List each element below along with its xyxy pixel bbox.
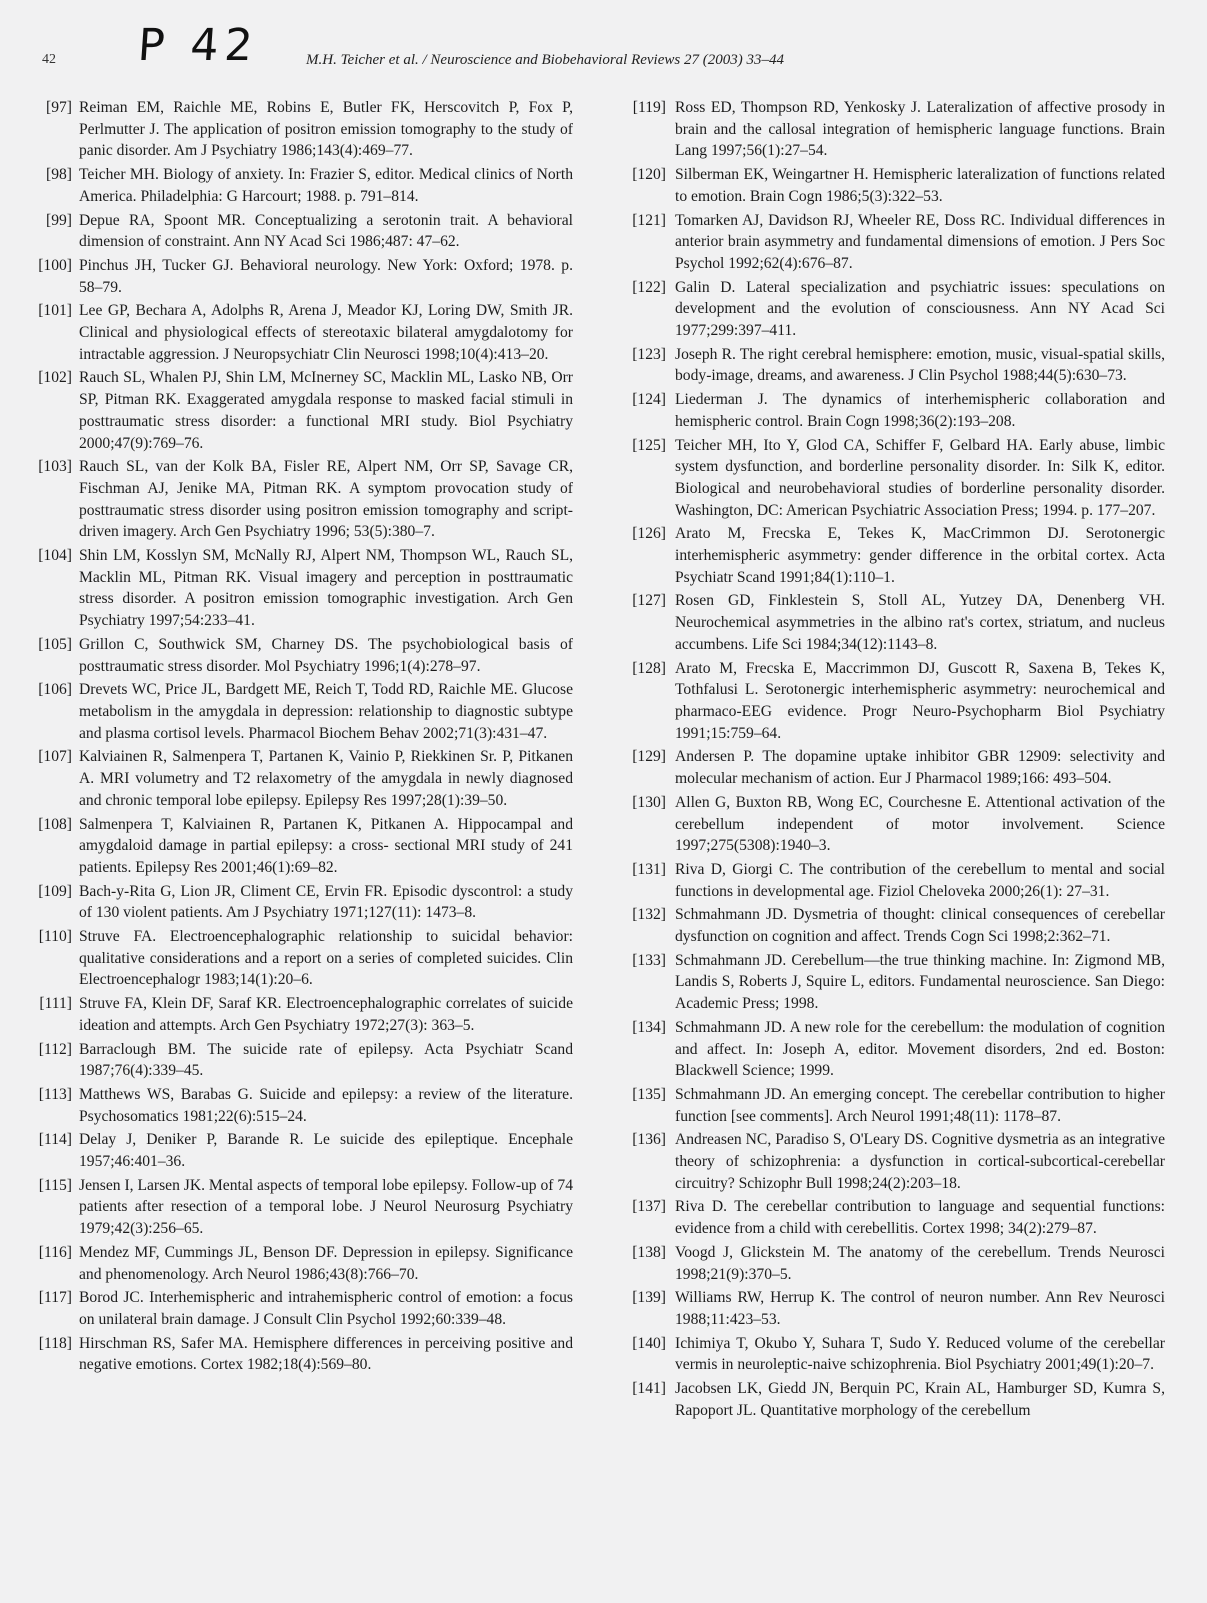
reference-entry	[623, 389, 1165, 432]
reference-entry	[623, 1287, 1165, 1330]
reference-entry	[623, 210, 1165, 275]
reference-number: [128]	[632, 659, 666, 677]
reference-number: [135]	[632, 1085, 666, 1103]
reference-entry	[29, 679, 573, 744]
page-number: 42	[42, 52, 56, 67]
reference-number: [119]	[632, 99, 666, 116]
reference-number: [125]	[632, 436, 666, 454]
reference-text: Liederman J. The dynamics of interhemispheric collaboration and hemispheric control. Brain Cogn 1998;36(2):193–208.	[675, 391, 1165, 430]
reference-number: [129]	[632, 748, 666, 766]
reference-text: Andersen P. The dopamine uptake inhibitor GBR 12909: selectivity and molecular mechanism of action. Eur J Pharmacol 1989;166: 493–504.	[675, 748, 1165, 788]
reference-text: Salmenpera T, Kalviainen R, Partanen K, Pitkanen A. Hippocampal and amygdaloid damage in partial epilepsy: a cross- sectional MRI study of 241 patients. Epilepsy Res 2001;46(1):69–82.	[79, 815, 573, 876]
reference-number: [132]	[632, 906, 666, 924]
references-left-column	[29, 97, 573, 1378]
reference-text: Arato M, Frecska E, Tekes K, MacCrimmon DJ. Serotonergic interhemispheric asymmetry: gender difference in the orbital cortex. Acta Psychiatr Scand 1991;84(1):110–1.	[675, 525, 1165, 586]
reference-entry	[29, 1287, 573, 1330]
reference-entry	[29, 1242, 573, 1285]
reference-entry	[29, 367, 573, 454]
reference-text: Galin D. Lateral specialization and psychiatric issues: speculations on development and the evolution of consciousness. Ann NY Acad Sci 1977;299:397–411.	[675, 278, 1165, 340]
reference-entry	[623, 344, 1165, 387]
reference-entry	[29, 1084, 573, 1127]
reference-entry	[29, 746, 573, 811]
reference-entry	[623, 1378, 1165, 1421]
reference-text: Tomarken AJ, Davidson RJ, Wheeler RE, Doss RC. Individual differences in anterior brain asymmetry and fundamental dimensions of emotion. J Pers Soc Psychol 1992;62(4):676–87.	[675, 211, 1165, 272]
reference-number: [114]	[38, 1131, 72, 1149]
reference-number: [118]	[38, 1334, 72, 1352]
reference-number: [138]	[632, 1243, 666, 1261]
reference-text: Rosen GD, Finklestein S, Stoll AL, Yutzey DA, Denenberg VH. Neurochemical asymmetries in the albino rat's cortex, striatum, and nucleus accumbens. Life Sci 1984;34(12):1143–8.	[675, 592, 1165, 653]
reference-entry	[623, 523, 1165, 588]
reference-text: Andreasen NC, Paradiso S, O'Leary DS. Cognitive dysmetria as an integrative theory of schizophrenia: a dysfunction in cortical-subcortical-cerebellar circuitry? Schizophr Bull 1998;24(2):203–18.	[675, 1131, 1165, 1192]
reference-number: [127]	[632, 592, 666, 610]
reference-number: [100]	[38, 256, 72, 274]
reference-number: [107]	[38, 748, 72, 766]
reference-entry	[29, 926, 573, 991]
reference-text: Ichimiya T, Okubo Y, Suhara T, Sudo Y. Reduced volume of the cerebellar vermis in neuroleptic-naive schizophrenia. Biol Psychiatry 2001;49(1):20–7.	[675, 1334, 1165, 1374]
reference-text: Silberman EK, Weingartner H. Hemispheric lateralization of functions related to emotion. Brain Cogn 1986;5(3):322–53.	[675, 166, 1165, 205]
reference-entry	[29, 300, 573, 365]
reference-entry	[623, 1084, 1165, 1127]
reference-text: Jacobsen LK, Giedd JN, Berquin PC, Krain AL, Hamburger SD, Kumra S, Rapoport JL. Quantitative morphology of the cerebellum	[675, 1380, 1165, 1419]
reference-entry	[623, 1196, 1165, 1239]
reference-entry	[29, 1039, 573, 1082]
reference-number: [109]	[38, 882, 72, 900]
reference-entry	[623, 1017, 1165, 1082]
reference-text: Rauch SL, van der Kolk BA, Fisler RE, Alpert NM, Orr SP, Savage CR, Fischman AJ, Jenike MA, Pitman RK. A symptom provocation study of posttraumatic stress disorder using positron emission tomography and script-driven imagery. Arch Gen Psychiatry 1996; 53(5):380–7.	[79, 458, 573, 541]
page-header	[0, 0, 1207, 90]
reference-text: Drevets WC, Price JL, Bardgett ME, Reich T, Todd RD, Raichle ME. Glucose metabolism in the amygdala in depression: relationship to diagnostic subtype and plasma cortisol levels. Pharmacol Biochem Behav 2002;71(3):431–47.	[79, 681, 573, 742]
reference-text: Grillon C, Southwick SM, Charney DS. The psychobiological basis of posttraumatic stress disorder. Mol Psychiatry 1996;1(4):278–97.	[79, 635, 573, 675]
reference-entry	[29, 97, 573, 162]
reference-number: [115]	[38, 1176, 72, 1194]
reference-entry	[29, 255, 573, 298]
reference-text: Ross ED, Thompson RD, Yenkosky J. Lateralization of affective prosody in brain and the callosal integration of hemispheric language functions. Brain Lang 1997;56(1):27–54.	[675, 99, 1165, 160]
reference-entry	[623, 746, 1165, 789]
reference-number: [121]	[632, 211, 666, 229]
reference-text: Riva D, Giorgi C. The contribution of the cerebellum to mental and social functions in developmental age. Fiziol Cheloveka 2000;26(1): 27–31.	[675, 860, 1165, 900]
reference-text: Allen G, Buxton RB, Wong EC, Courchesne E. Attentional activation of the cerebellum independent of motor involvement. Science 1997;275(5308):1940–3.	[675, 793, 1165, 855]
reference-text: Mendez MF, Cummings JL, Benson DF. Depression in epilepsy. Significance and phenomenology. Arch Neurol 1986;43(8):766–70.	[79, 1243, 573, 1283]
reference-text: Teicher MH. Biology of anxiety. In: Frazier S, editor. Medical clinics of North America. Philadelphia: G Harcourt; 1988. p. 791–814.	[79, 166, 573, 205]
reference-text: Schmahmann JD. Dysmetria of thought: clinical consequences of cerebellar dysfunction on cognition and affect. Trends Cogn Sci 1998;2:362–71.	[675, 906, 1165, 946]
reference-entry	[623, 1333, 1165, 1376]
reference-number: [133]	[632, 951, 666, 969]
reference-text: Struve FA, Klein DF, Saraf KR. Electroencephalographic correlates of suicide ideation and attempts. Arch Gen Psychiatry 1972;27(3): 363–5.	[79, 995, 573, 1034]
reference-number: [134]	[632, 1018, 666, 1036]
reference-number: [105]	[38, 635, 72, 653]
reference-text: Delay J, Deniker P, Barande R. Le suicide des epileptique. Encephale 1957;46:401–36.	[79, 1131, 573, 1171]
reference-text: Lee GP, Bechara A, Adolphs R, Arena J, Meador KJ, Loring DW, Smith JR. Clinical and physiological effects of stereotaxic bilateral amygdalotomy for intractable aggression. J Neuropsychiatr Clin Neurosci 1998;10(4):413–20.	[79, 302, 573, 363]
reference-number: [108]	[38, 815, 72, 833]
reference-entry	[29, 1129, 573, 1172]
reference-number: [98]	[46, 166, 72, 184]
reference-number: [123]	[632, 345, 666, 363]
reference-number: [111]	[39, 995, 72, 1013]
handwritten-page-note: P 42	[136, 20, 261, 71]
reference-text: Teicher MH, Ito Y, Glod CA, Schiffer F, Gelbard HA. Early abuse, limbic system dysfunction, and borderline personality disorder. In: Silk K, editor. Biological and neurobehavioral studies of borderline personality disorder. Washington, DC: American Psychiatric Association Press; 1994. p. 177–207.	[675, 436, 1165, 519]
reference-number: [120]	[632, 166, 666, 184]
reference-entry	[29, 1175, 573, 1240]
reference-entry	[623, 950, 1165, 1015]
reference-number: [104]	[38, 547, 72, 565]
reference-number: [97]	[46, 99, 72, 116]
reference-entry	[623, 164, 1165, 207]
reference-text: Rauch SL, Whalen PJ, Shin LM, McInerney SC, Macklin ML, Lasko NB, Orr SP, Pitman RK. Exaggerated amygdala response to masked facial stimuli in posttraumatic stress disorder: a functional MRI study. Biol Psychiatry 2000;47(9):769–76.	[79, 369, 573, 452]
references-right-column	[623, 97, 1165, 1423]
reference-text: Pinchus JH, Tucker GJ. Behavioral neurology. New York: Oxford; 1978. p. 58–79.	[79, 256, 573, 296]
reference-text: Bach-y-Rita G, Lion JR, Climent CE, Ervin FR. Episodic dyscontrol: a study of 130 violent patients. Am J Psychiatry 1971;127(11): 1473–8.	[79, 882, 573, 922]
reference-number: [131]	[632, 860, 666, 878]
reference-number: [103]	[38, 458, 72, 476]
reference-entry	[29, 993, 573, 1036]
reference-text: Depue RA, Spoont MR. Conceptualizing a serotonin trait. A behavioral dimension of constraint. Ann NY Acad Sci 1986;487: 47–62.	[79, 211, 573, 251]
reference-entry	[29, 881, 573, 924]
reference-text: Struve FA. Electroencephalographic relationship to suicidal behavior: qualitative considerations and a report on a series of completed suicides. Clin Electroencephalogr 1983;14(1):20–6.	[79, 928, 573, 989]
reference-number: [110]	[38, 928, 72, 946]
reference-number: [130]	[632, 793, 666, 811]
reference-text: Arato M, Frecska E, Maccrimmon DJ, Guscott R, Saxena B, Tekes K, Tothfalusi L. Serotonergic interhemispheric asymmetry: neurochemical and pharmaco-EEG evidence. Progr Neuro-Psychopharm Biol Psychiatry 1991;15:759–64.	[675, 659, 1165, 742]
reference-entry	[29, 1333, 573, 1376]
reference-text: Barraclough BM. The suicide rate of epilepsy. Acta Psychiatr Scand 1987;76(4):339–45.	[79, 1040, 573, 1080]
reference-number: [106]	[38, 681, 72, 699]
reference-number: [117]	[38, 1289, 72, 1307]
reference-text: Borod JC. Interhemispheric and intrahemispheric control of emotion: a focus on unilateral brain damage. J Consult Clin Psychol 1992;60:339–48.	[79, 1289, 573, 1328]
reference-number: [113]	[38, 1085, 72, 1103]
reference-entry	[623, 590, 1165, 655]
reference-entry	[623, 792, 1165, 857]
reference-entry	[29, 634, 573, 677]
reference-entry	[623, 904, 1165, 947]
reference-entry	[623, 1242, 1165, 1285]
reference-text: Williams RW, Herrup K. The control of neuron number. Ann Rev Neurosci 1988;11:423–53.	[675, 1289, 1165, 1328]
reference-number: [136]	[632, 1131, 666, 1149]
reference-text: Jensen I, Larsen JK. Mental aspects of temporal lobe epilepsy. Follow-up of 74 patients after resection of a temporal lobe. J Neurol Neurosurg Psychiatry 1979;42(3):256–65.	[79, 1176, 573, 1238]
reference-entry	[623, 435, 1165, 522]
reference-text: Hirschman RS, Safer MA. Hemisphere differences in perceiving positive and negative emotions. Cortex 1982;18(4):569–80.	[79, 1334, 573, 1374]
reference-entry	[623, 97, 1165, 162]
reference-text: Schmahmann JD. An emerging concept. The cerebellar contribution to higher function [see comments]. Arch Neurol 1991;48(11): 1178–87.	[675, 1085, 1165, 1125]
reference-entry	[29, 814, 573, 879]
reference-number: [140]	[632, 1334, 666, 1352]
reference-entry	[29, 164, 573, 207]
running-head: M.H. Teicher et al. / Neuroscience and Biobehavioral Reviews 27 (2003) 33–44	[306, 52, 784, 68]
reference-text: Voogd J, Glickstein M. The anatomy of the cerebellum. Trends Neurosci 1998;21(9):370–5.	[675, 1243, 1165, 1283]
reference-number: [101]	[38, 302, 72, 320]
reference-number: [141]	[632, 1380, 666, 1398]
reference-number: [139]	[632, 1289, 666, 1307]
reference-text: Riva D. The cerebellar contribution to language and sequential functions: evidence from a child with cerebellitis. Cortex 1998; 34(2):279–87.	[675, 1198, 1165, 1238]
reference-number: [99]	[46, 211, 72, 229]
reference-text: Matthews WS, Barabas G. Suicide and epilepsy: a review of the literature. Psychosomatics 1981;22(6):515–24.	[79, 1085, 573, 1125]
reference-text: Schmahmann JD. A new role for the cerebellum: the modulation of cognition and affect. In: Joseph A, editor. Movement disorders, 2nd ed. Boston: Blackwell Science; 1999.	[675, 1018, 1165, 1080]
reference-number: [124]	[632, 391, 666, 409]
reference-number: [112]	[38, 1040, 72, 1058]
reference-text: Kalviainen R, Salmenpera T, Partanen K, Vainio P, Riekkinen Sr. P, Pitkanen A. MRI volumetry and T2 relaxometry of the amygdala in newly diagnosed and chronic temporal lobe epilepsy. Epilepsy Res 1997;28(1):39–50.	[79, 748, 573, 809]
reference-number: [102]	[38, 369, 72, 387]
reference-entry	[29, 456, 573, 543]
reference-text: Joseph R. The right cerebral hemisphere: emotion, music, visual-spatial skills, body-image, dreams, and awareness. J Clin Psychol 1988;44(5):630–73.	[675, 345, 1165, 385]
reference-entry	[29, 210, 573, 253]
reference-text: Shin LM, Kosslyn SM, McNally RJ, Alpert NM, Thompson WL, Rauch SL, Macklin ML, Pitman RK. Visual imagery and perception in posttraumatic stress disorder. A positron emission tomographic investigation. Arch Gen Psychiatry 1997;54:233–41.	[79, 547, 573, 630]
reference-entry	[623, 658, 1165, 745]
reference-text: Schmahmann JD. Cerebellum—the true thinking machine. In: Zigmond MB, Landis S, Roberts J, Squire L, editors. Fundamental neuroscience. San Diego: Academic Press; 1998.	[675, 951, 1165, 1013]
reference-number: [116]	[38, 1243, 72, 1261]
reference-number: [126]	[632, 525, 666, 543]
reference-number: [137]	[632, 1198, 666, 1216]
reference-entry	[623, 1129, 1165, 1194]
reference-entry	[623, 859, 1165, 902]
reference-entry	[623, 277, 1165, 342]
reference-text: Reiman EM, Raichle ME, Robins E, Butler FK, Herscovitch P, Fox P, Perlmutter J. The application of positron emission tomography to the study of panic disorder. Am J Psychiatry 1986;143(4):469–77.	[79, 99, 573, 160]
reference-number: [122]	[632, 278, 666, 296]
reference-entry	[29, 545, 573, 632]
